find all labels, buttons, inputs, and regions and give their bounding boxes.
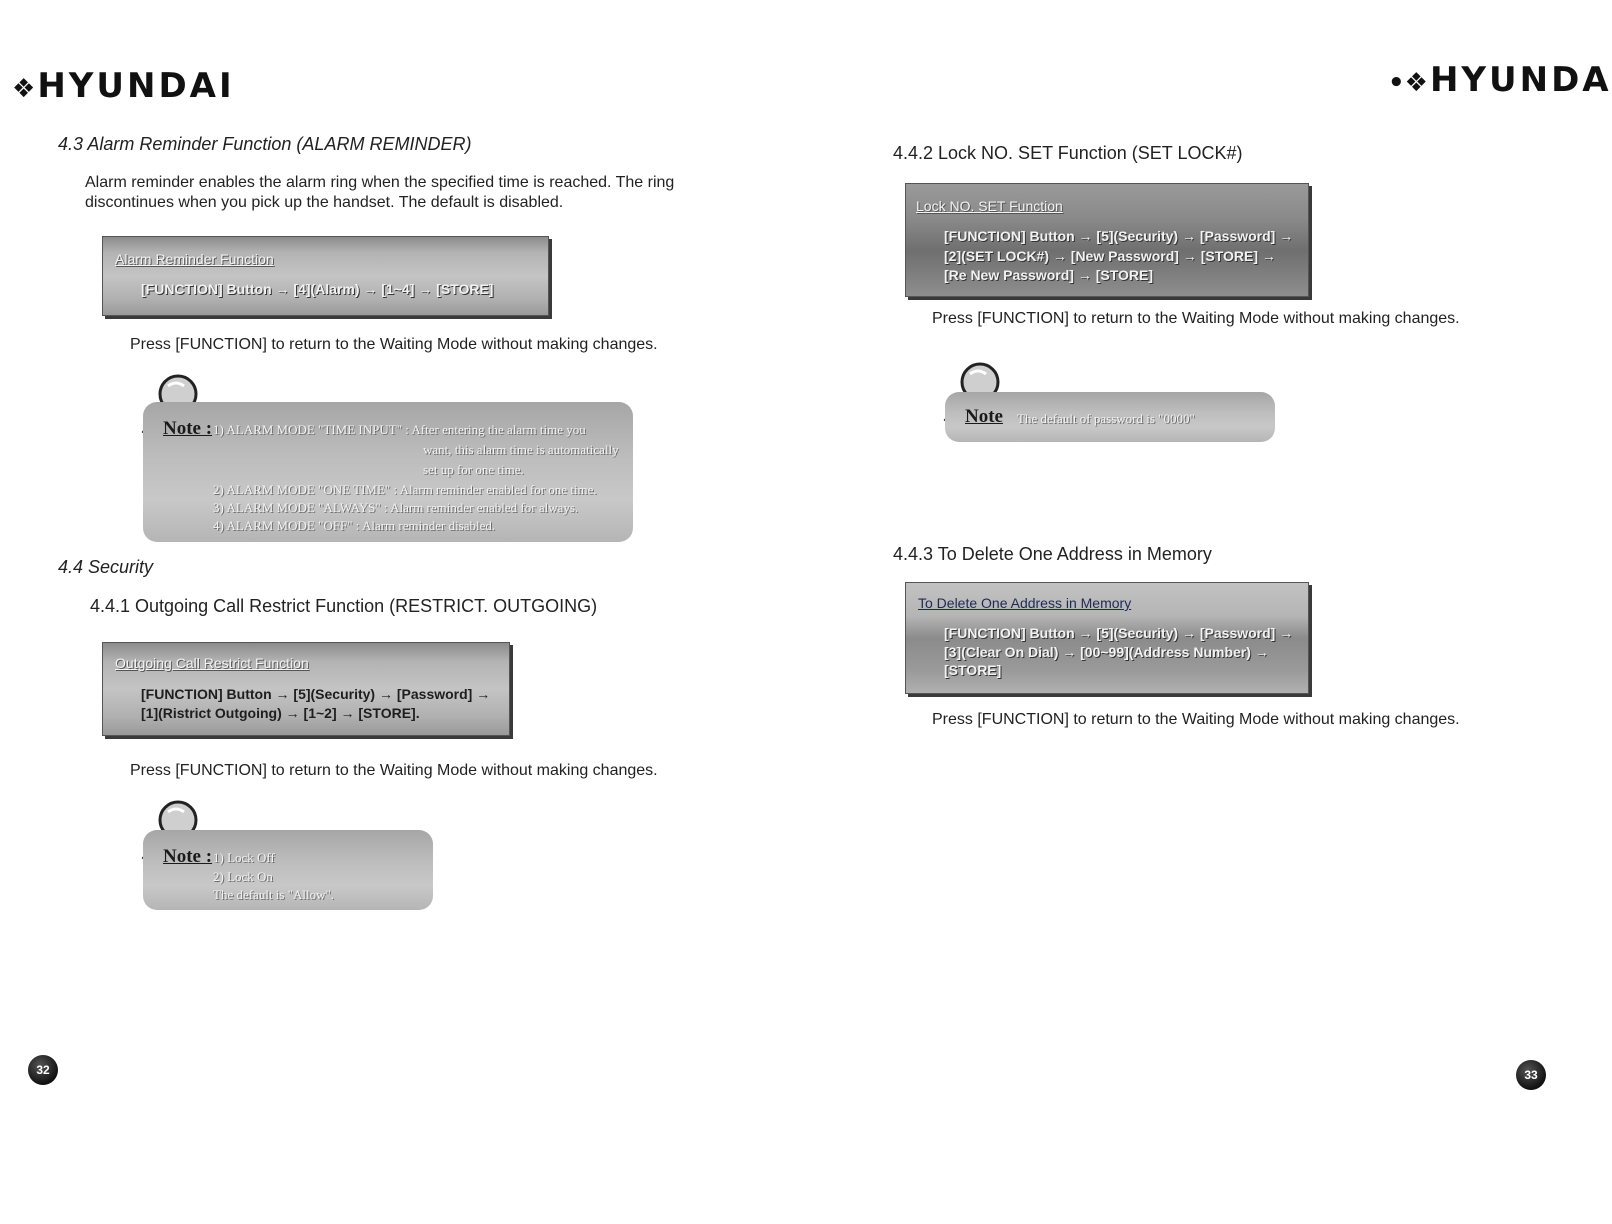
note-line: 4) ALARM MODE "OFF" : Alarm reminder disabled. (213, 518, 496, 533)
alarm-note-box (143, 402, 633, 542)
section-4-3-title: 4.3 Alarm Reminder Function (ALARM REMINDER) (58, 134, 472, 154)
procedure-title: Alarm Reminder Function (115, 251, 274, 267)
password-note-box (945, 392, 1275, 442)
procedure-title: Lock NO. SET Function (916, 198, 1063, 214)
procedure-step: [Re New Password] → [STORE] (944, 267, 1154, 283)
press-function-note-4: Press [FUNCTION] to return to the Waiting Mode without making changes. (932, 711, 1460, 728)
procedure-step: [FUNCTION] Button → [5](Security) → [Password] → (141, 686, 491, 702)
note-line: want, this alarm time is automatically (423, 442, 619, 457)
page-number-right: 33 (1516, 1060, 1546, 1090)
hyundai-logo-left (12, 66, 235, 106)
procedure-step: [FUNCTION] Button → [4](Alarm) → [1~4] → [STORE] (141, 281, 494, 297)
procedure-step: [1](Ristrict Outgoing) → [1~2] → [STORE]. (141, 705, 420, 721)
section-4-4-1-title: 4.4.1 Outgoing Call Restrict Function (RESTRICT. OUTGOING) (90, 596, 598, 616)
press-function-note-3: Press [FUNCTION] to return to the Waiting Mode without making changes. (932, 310, 1460, 327)
note-line: 2) ALARM MODE "ONE TIME" : Alarm reminder enabled for one time. (213, 482, 597, 497)
hyundai-logo-right (1388, 60, 1612, 100)
procedure-step: [STORE] (944, 662, 1002, 678)
hyundai-emblem-icon: ❖ (12, 74, 36, 104)
procedure-step: [FUNCTION] Button → [5](Security) → [Password] → (944, 228, 1294, 244)
procedure-step: [2](SET LOCK#) → [New Password] → [STORE] → (944, 248, 1276, 264)
press-function-note-2: Press [FUNCTION] to return to the Waiting Mode without making changes. (130, 762, 658, 779)
note-label: Note : (163, 846, 213, 867)
lock-note-box (143, 830, 433, 910)
delete-address-procedure-box (905, 582, 1309, 694)
section-4-3-body-line1: Alarm reminder enables the alarm ring when the specified time is reached. The ring (85, 174, 675, 191)
procedure-title: Outgoing Call Restrict Function (115, 655, 309, 671)
lock-set-procedure-box (905, 183, 1309, 297)
alarm-reminder-procedure-box (102, 236, 549, 316)
procedure-step: [FUNCTION] Button → [5](Security) → [Password] → (944, 625, 1294, 641)
page-number-left: 32 (28, 1055, 58, 1085)
note-label: Note (965, 406, 1003, 427)
logo-text-left: HYUNDAI (37, 66, 235, 106)
procedure-title: To Delete One Address in Memory (918, 595, 1132, 611)
press-function-note-1: Press [FUNCTION] to return to the Waiting Mode without making changes. (130, 336, 658, 353)
section-4-4-3-title: 4.4.3 To Delete One Address in Memory (893, 544, 1212, 564)
procedure-step: [3](Clear On Dial) → [00~99](Address Number) → (944, 644, 1269, 660)
logo-text-right: HYUNDA (1429, 60, 1612, 100)
note-label: Note : (163, 418, 213, 439)
note-line: set up for one time. (423, 462, 524, 477)
note-line: 2) Lock On (213, 869, 273, 884)
section-4-4-title: 4.4 Security (58, 557, 154, 577)
outgoing-restrict-procedure-box (102, 642, 510, 736)
section-4-3-body-line2: discontinues when you pick up the handset. The default is disabled. (85, 194, 564, 211)
note-line: 1) Lock Off (213, 850, 275, 865)
note-line: 3) ALARM MODE "ALWAYS" : Alarm reminder enabled for always. (213, 500, 579, 515)
note-line: 1) ALARM MODE "TIME INPUT" : After entering the alarm time you (213, 422, 586, 437)
hyundai-emblem-icon: •❖ (1388, 68, 1428, 98)
note-line: The default of password is "0000" (1017, 411, 1195, 426)
section-4-4-2-title: 4.4.2 Lock NO. SET Function (SET LOCK#) (893, 143, 1243, 163)
note-line: The default is "Allow". (213, 887, 335, 902)
